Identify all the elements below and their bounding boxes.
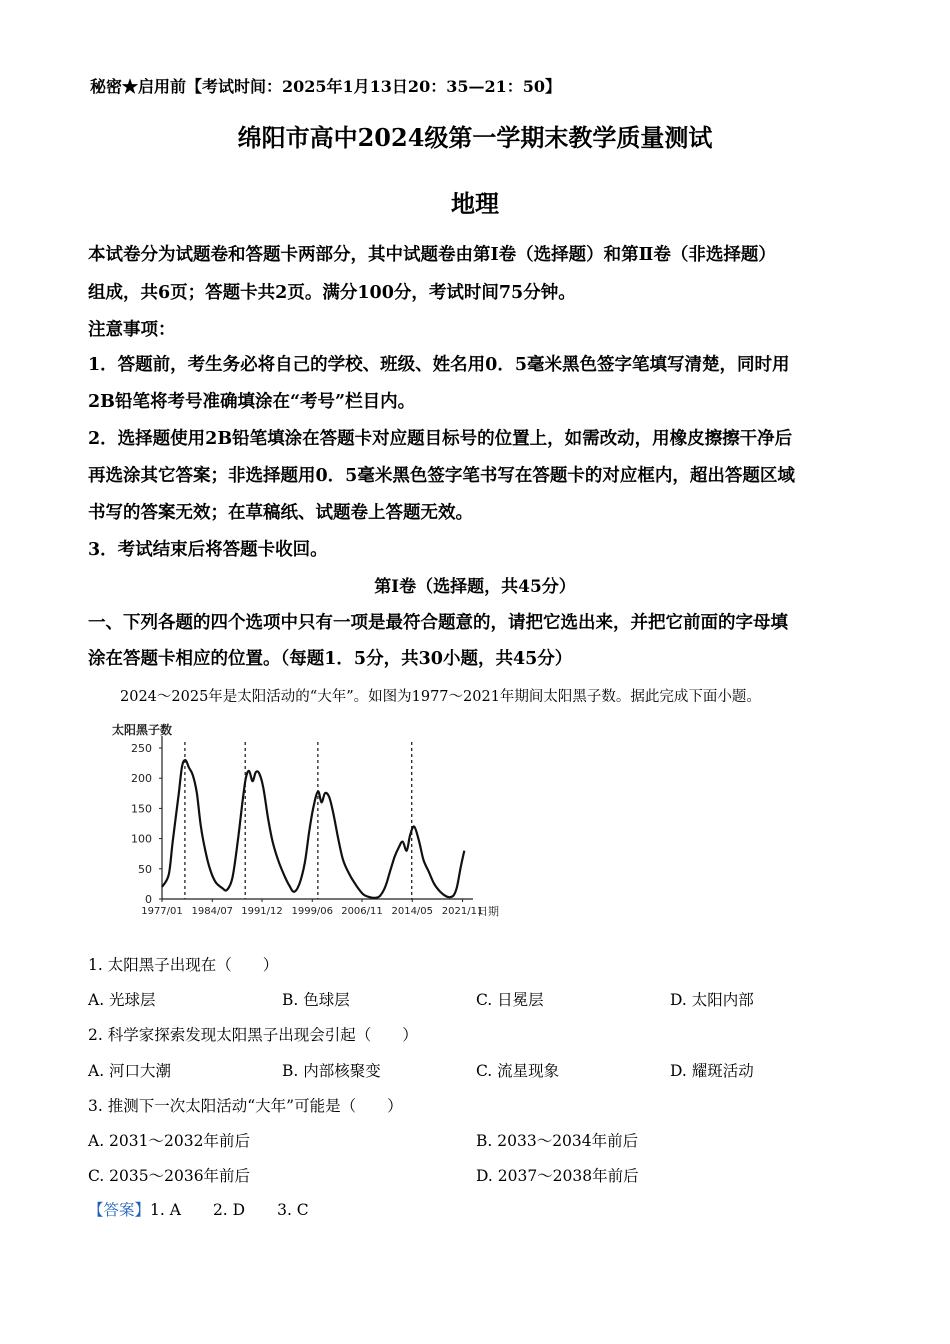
y-tick-label: 200 [131,772,152,786]
q2-option-b[interactable]: B. 内部核聚变 [282,1062,381,1080]
notice-title: 注意事项： [88,320,176,340]
answer-3: 3. C [277,1201,309,1219]
question-3-stem: 3. 推测下一次太阳活动“大年”可能是（ ） [88,1097,403,1115]
y-tick-label: 150 [131,802,152,816]
notice-1a: 1．答题前，考生务必将自己的学校、班级、姓名用0．5毫米黑色签字笔填写清楚，同时用 [88,355,790,375]
q2-option-d[interactable]: D. 耀斑活动 [670,1062,754,1080]
chart-dashed-lines [185,742,412,899]
answer-1: 1. A [150,1201,181,1219]
x-tick-label: 1991/12 [241,906,283,917]
q3-option-b[interactable]: B. 2033～2034年前后 [476,1132,639,1150]
section-desc-2: 涂在答题卡相应的位置。（每题1．5分，共30小题，共45分） [88,649,573,669]
x-tick-label: 2021/11 [441,906,484,917]
question-intro: 2024～2025年是太阳活动的“大年”。如图为1977～2021年期间太阳黑子数。据此完成下面小题。 [120,689,761,705]
notice-2a: 2．选择题使用2B铅笔填涂在答题卡对应题目标号的位置上，如需改动，用橡皮擦擦干净后 [88,429,793,449]
x-tick-label: 2006/11 [341,906,383,917]
q1-option-a[interactable]: A. 光球层 [88,991,156,1009]
q2-option-a[interactable]: A. 河口大潮 [88,1062,172,1080]
x-axis-label: 日期 [477,905,499,918]
chart-tick-labels [112,722,499,918]
answer-line [88,1198,309,1220]
q3-option-a[interactable]: A. 2031～2032年前后 [88,1132,250,1150]
question-1-stem: 1. 太阳黑子出现在（ ） [88,956,279,974]
secret-line: 秘密★启用前【考试时间：2025年1月13日20：35—21：50】 [90,77,561,96]
section-title: 第Ⅰ卷（选择题，共45分） [374,577,576,597]
x-tick-label: 1984/07 [191,906,234,917]
page-title: 绵阳市高中2024级第一学期末教学质量测试 [237,123,713,152]
q2-option-c[interactable]: C. 流星现象 [476,1062,560,1080]
y-tick-label: 250 [131,742,152,755]
q1-option-d[interactable]: D. 太阳内部 [670,991,754,1009]
subject-title: 地理 [451,189,499,218]
y-tick-label: 0 [145,893,152,906]
notice-3: 3．考试结束后将答题卡收回。 [88,540,328,560]
q3-option-c[interactable]: C. 2035～2036年前后 [88,1167,251,1185]
y-tick-label: 100 [131,832,152,846]
instruction-line-1: 本试卷分为试题卷和答题卡两部分，其中试题卷由第Ⅰ卷（选择题）和第Ⅱ卷（非选择题） [88,245,776,265]
notice-1b: 2B铅笔将考号准确填涂在“考号”栏目内。 [88,392,416,412]
x-tick-label: 1999/06 [291,906,334,917]
y-tick-label: 50 [138,862,152,876]
q1-option-b[interactable]: B. 色球层 [282,991,350,1009]
x-tick-label: 2014/05 [391,906,434,917]
instruction-line-2: 组成，共6页；答题卡共2页。满分100分，考试时间75分钟。 [88,283,576,303]
answer-2: 2. D [212,1201,246,1219]
sunspot-chart [110,716,500,922]
answer-tag: 【答案】 [88,1201,151,1219]
x-tick-label: 1977/01 [141,906,183,917]
y-axis-label: 太阳黑子数 [112,723,173,737]
question-2-stem: 2. 科学家探索发现太阳黑子出现会引起（ ） [88,1026,418,1044]
notice-2b: 再选涂其它答案；非选择题用0．5毫米黑色签字笔书写在答题卡的对应框内，超出答题区域 [88,466,795,486]
chart-axes [159,736,473,902]
q3-option-d[interactable]: D. 2037～2038年前后 [476,1167,639,1185]
section-desc-1: 一、下列各题的四个选项中只有一项是最符合题意的，请把它选出来，并把它前面的字母填 [88,613,788,633]
sunspot-series-line [162,760,464,898]
notice-2c: 书写的答案无效；在草稿纸、试题卷上答题无效。 [88,503,473,523]
q1-option-c[interactable]: C. 日冕层 [476,991,544,1009]
